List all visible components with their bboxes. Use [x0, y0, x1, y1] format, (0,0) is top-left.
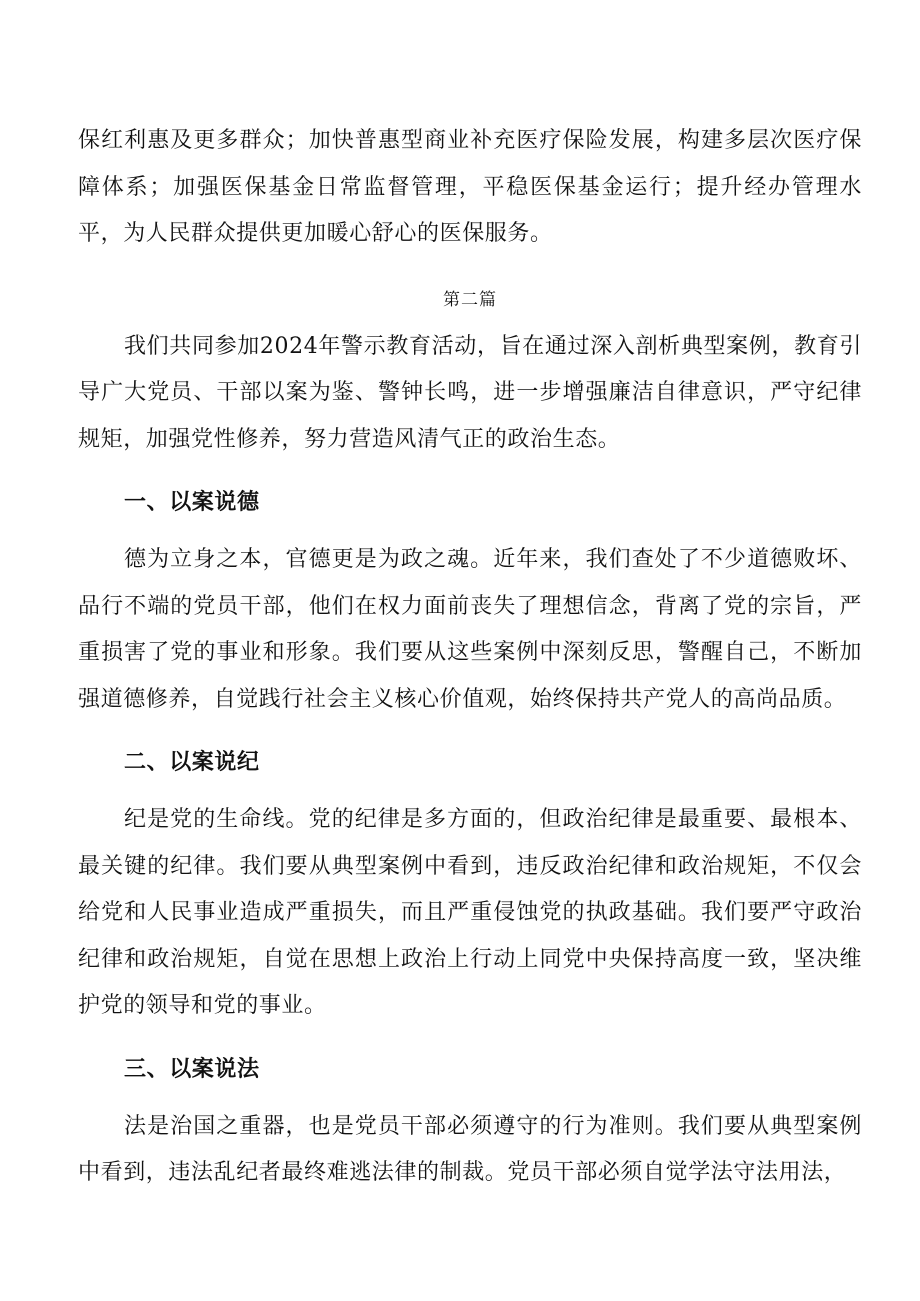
document-page	[78, 118, 862, 1197]
spacer	[78, 463, 862, 487]
spacer	[78, 1086, 862, 1104]
continuation-paragraph: 保红利惠及更多群众；加快普惠型商业补充医疗保险发展，构建多层次医疗保障体系；加强医保基金日常监督管理，平稳医保基金运行；提升经办管理水平，为人民群众提供更加暖心舒心的医保服务。	[78, 128, 862, 246]
spacer	[78, 1030, 862, 1054]
spacer	[78, 519, 862, 537]
intro-paragraph: 我们共同参加2024年警示教育活动，旨在通过深入剖析典型案例，教育引导广大党员、干部以案为鉴、警钟长鸣，进一步增强廉洁自律意识，严守纪律规矩，加强党性修养，努力营造风清气正的政治生态。	[78, 333, 862, 452]
heading-discipline: 二、以案说纪	[124, 750, 260, 775]
section-title: 第二篇	[443, 289, 497, 310]
spacer	[78, 779, 862, 797]
heading-moral: 一、以案说德	[124, 490, 260, 515]
body-law: 法是治国之重器，也是党员干部必须遵守的行为准则。我们要从典型案例中看到，违法乱纪者最终难逃法律的制裁。党员干部必须自觉学法守法用法，	[78, 1113, 862, 1185]
body-moral: 德为立身之本，官德更是为政之魂。近年来，我们查处了不少道德败坏、品行不端的党员干部，他们在权力面前丧失了理想信念，背离了党的宗旨，严重损害了党的事业和形象。我们要从这些案例中深刻反思，警醒自己，不断加强道德修养，自觉践行社会主义核心价值观，始终保持共产党人的高尚品质。	[78, 547, 862, 712]
spacer	[78, 723, 862, 747]
heading-law: 三、以案说法	[124, 1056, 260, 1082]
body-discipline: 纪是党的生命线。党的纪律是多方面的，但政治纪律是最重要、最根本、最关键的纪律。我们要从典型案例中看到，违反政治纪律和政治规矩，不仅会给党和人民事业造成严重损失，而且严重侵蚀党的执政基础。我们要严守政治纪律和政治规矩，自觉在思想上政治上行动上同党中央保持高度一致，坚决维护党的领导和党的事业。	[78, 807, 862, 1018]
